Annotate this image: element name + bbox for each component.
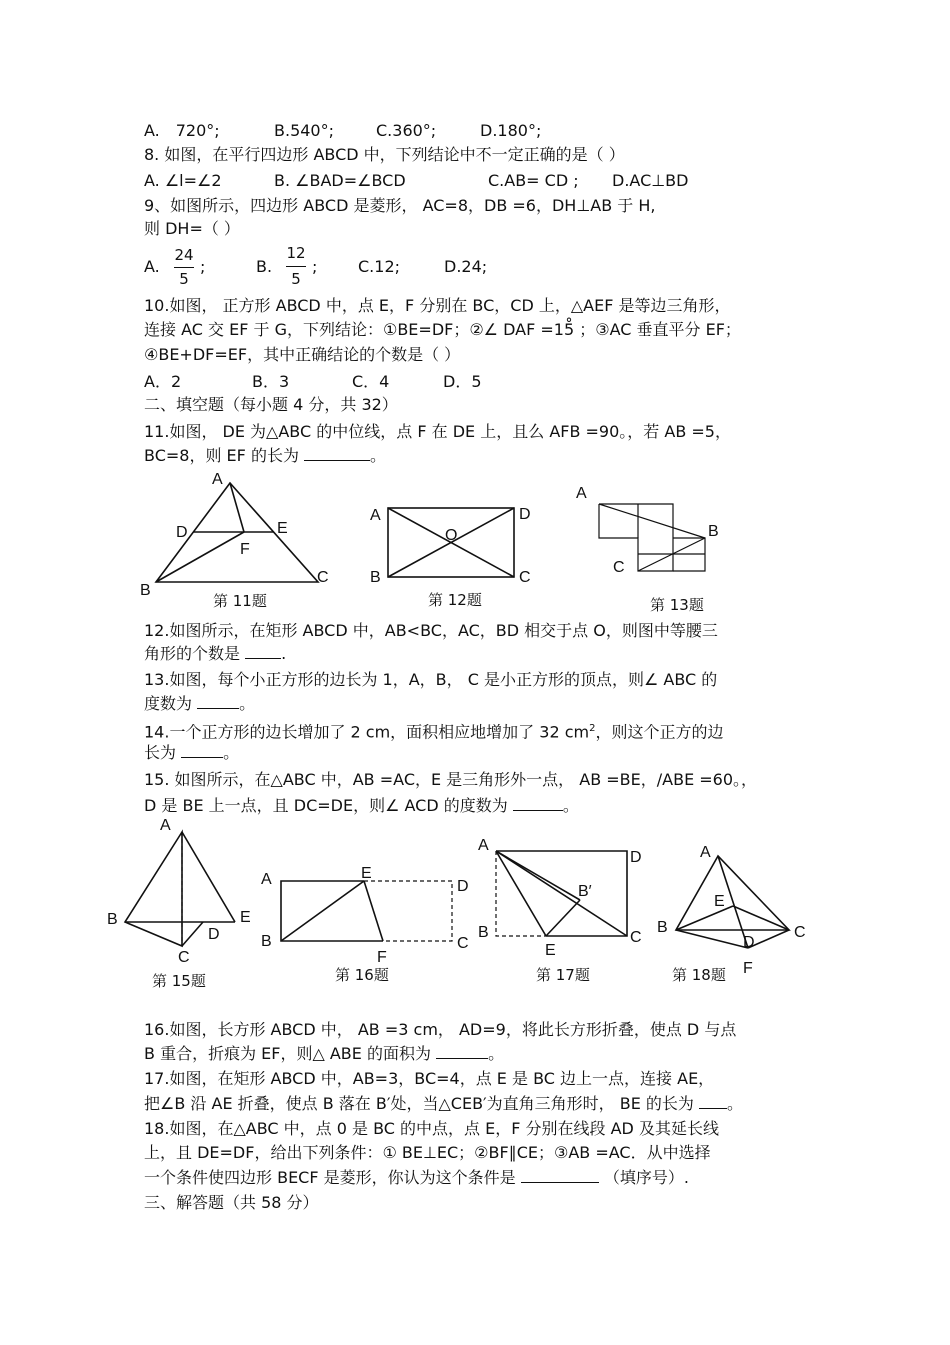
fig12-label-a: A bbox=[370, 507, 381, 524]
q10-option-b: B．3 bbox=[252, 372, 290, 391]
fig11-label-a: A bbox=[212, 471, 223, 488]
fig16-segment-be bbox=[281, 881, 364, 941]
fig16-label-a: A bbox=[261, 871, 272, 888]
fig13-caption: 第 13题 bbox=[650, 596, 704, 614]
fig11-caption: 第 11题 bbox=[213, 592, 267, 610]
fig18-segment-bf bbox=[676, 930, 748, 948]
q12-stem-text: 角形的个数是 bbox=[144, 644, 241, 663]
q7-option-b: B.540°; bbox=[274, 121, 334, 140]
fig15-label-b: B bbox=[107, 911, 118, 928]
fig18-caption: 第 18题 bbox=[672, 966, 726, 984]
fig16-label-b: B bbox=[261, 933, 272, 950]
q8-option-a: A. ∠l=∠2 bbox=[144, 171, 222, 190]
fig16-caption: 第 16题 bbox=[335, 966, 389, 984]
q15-stem-line1: 15. 如图所示，在△ABC 中，AB =AC，E 是三角形外一点， AB =BE，/ABE =60。， bbox=[144, 770, 758, 789]
figure-18 bbox=[657, 844, 806, 984]
fig16-label-e: E bbox=[361, 865, 372, 882]
fig12-label-c: C bbox=[519, 569, 531, 586]
q17-stem-line1: 17.如图，在矩形 ABCD 中，AB=3，BC=4，点 E 是 BC 边上一点，连接 AE， bbox=[144, 1069, 715, 1088]
q10-stem-line2: 连接 AC 交 EF 于 G，下列结论：①BE=DF；②∠ DAF =15̊ ；③AC 垂直平分 EF； bbox=[144, 320, 741, 339]
q7-option-d: D.180°; bbox=[480, 121, 542, 140]
fig15-caption: 第 15题 bbox=[152, 972, 206, 990]
fig16-crease-ef bbox=[364, 881, 383, 941]
q10-stem-line1: 10.如图， 正方形 ABCD 中，点 E，F 分别在 BC，CD 上，△AEF 是等边三角形， bbox=[144, 296, 731, 315]
q8-option-b: B. ∠BAD=∠BCD bbox=[274, 171, 406, 190]
q9-option-a-label: A. bbox=[144, 257, 160, 276]
q9-option-b-denominator: 5 bbox=[291, 270, 301, 288]
fig12-label-d: D bbox=[519, 506, 531, 523]
q9-option-b-label: B. bbox=[256, 257, 273, 276]
q9-option-c: C.12; bbox=[358, 257, 401, 276]
q18-stem-text-b: （填序号）. bbox=[603, 1168, 689, 1187]
fig11-label-e: E bbox=[277, 520, 288, 537]
fig17-segment-eb2 bbox=[546, 900, 580, 936]
fig18-label-e: E bbox=[714, 893, 725, 910]
fig13-label-c: C bbox=[613, 559, 625, 576]
q13-stem-text: 度数为 bbox=[144, 694, 193, 713]
q9-option-b-numerator: 12 bbox=[286, 244, 306, 262]
q9-stem-line2: 则 DH=（ ） bbox=[144, 219, 240, 238]
fig15-label-d: D bbox=[208, 926, 220, 943]
fig11-label-c: C bbox=[317, 569, 329, 586]
q9-option-a-denominator: 5 bbox=[179, 270, 189, 288]
q18-stem-line1: 18.如图，在△ABC 中，点 0 是 BC 的中点，点 E，F 分别在线段 AD 及其延长线 bbox=[144, 1119, 719, 1138]
q14-stem-text-c: 长为 bbox=[144, 743, 177, 762]
q10-option-d: D．5 bbox=[443, 372, 482, 391]
fig13-label-a: A bbox=[576, 485, 587, 502]
fig17-caption: 第 17题 bbox=[536, 966, 590, 984]
q9-option-b-suffix: ; bbox=[312, 257, 318, 276]
q14-stem-end: 。 bbox=[223, 743, 240, 762]
fig17-label-c: C bbox=[630, 929, 642, 946]
fig18-label-b: B bbox=[657, 919, 668, 936]
fig15-label-a: A bbox=[160, 817, 171, 834]
fig15-label-e: E bbox=[240, 909, 251, 926]
q8-stem: 8. 如图，在平行四边形 ABCD 中，下列结论中不一定正确的是（ ） bbox=[144, 145, 625, 164]
fig17-label-b: B bbox=[478, 924, 489, 941]
fig17-segment-ae bbox=[496, 851, 546, 936]
q17-stem-end: 。 bbox=[727, 1094, 744, 1113]
fig18-label-d: D bbox=[743, 934, 755, 951]
q17-stem-line2 bbox=[144, 1094, 743, 1114]
fig17-label-a: A bbox=[478, 837, 489, 854]
fig12-label-o: O bbox=[445, 527, 458, 544]
q7-option-a: A. 720°; bbox=[144, 121, 220, 140]
q8-option-d: D.AC⊥BD bbox=[612, 171, 689, 190]
fig18-label-f: F bbox=[743, 960, 753, 977]
q7-option-c: C.360°; bbox=[376, 121, 437, 140]
q9-option-d: D.24; bbox=[444, 257, 488, 276]
figure-16 bbox=[261, 865, 469, 984]
fig15-segment-cd bbox=[182, 922, 203, 946]
q18-stem-line3 bbox=[144, 1168, 689, 1188]
fig13-label-b: B bbox=[708, 523, 719, 540]
q13-stem-end: 。 bbox=[239, 694, 256, 713]
fig11-label-b: B bbox=[140, 582, 151, 599]
fig18-label-c: C bbox=[794, 924, 806, 941]
q14-superscript: 2 bbox=[589, 723, 596, 734]
fig16-label-f: F bbox=[377, 949, 387, 966]
fig18-triangle-abc bbox=[676, 856, 789, 930]
q15-stem-end: 。 bbox=[562, 796, 579, 815]
q13-stem-line1: 13.如图，每个小正方形的边长为 1，A，B， C 是小正方形的顶点，则∠ ABC 的 bbox=[144, 670, 718, 689]
fig17-label-b-prime: B′ bbox=[578, 883, 592, 900]
q16-stem-text: B 重合，折痕为 EF，则△ ABE 的面积为 bbox=[144, 1044, 431, 1063]
fig17-segment-ab2 bbox=[496, 851, 580, 900]
q18-stem-text-a: 一个条件使四边形 BECF 是菱形，你认为这个条件是 bbox=[144, 1168, 516, 1187]
q16-stem-end: 。 bbox=[488, 1044, 505, 1063]
fig15-face-left bbox=[125, 832, 182, 946]
q17-answer-blank bbox=[699, 1094, 727, 1109]
q18-answer-blank bbox=[521, 1168, 599, 1183]
q10-option-a: A．2 bbox=[144, 372, 182, 391]
q12-stem-line1: 12.如图所示，在矩形 ABCD 中，AB<BC，AC，BD 相交于点 O，则图中等腰三 bbox=[144, 621, 718, 640]
q12-stem-end: . bbox=[281, 644, 287, 663]
fig18-label-a: A bbox=[700, 844, 711, 861]
fig11-label-d: D bbox=[176, 524, 188, 541]
fig16-label-d: D bbox=[457, 878, 469, 895]
q11-stem-line1: 11.如图， DE 为△ABC 的中位线，点 F 在 DE 上，且么 AFB =90。，若 AB =5， bbox=[144, 422, 731, 441]
figure-15 bbox=[107, 817, 251, 990]
q10-option-c: C．4 bbox=[352, 372, 390, 391]
fig15-label-c: C bbox=[178, 949, 190, 966]
fig17-label-d: D bbox=[630, 849, 642, 866]
fig12-label-b: B bbox=[370, 569, 381, 586]
q9-option-a-numerator: 24 bbox=[174, 246, 194, 264]
q8-option-c: C.AB= CD ; bbox=[488, 171, 579, 190]
fig16-label-c: C bbox=[457, 935, 469, 952]
q11-stem-text: BC=8，则 EF 的长为 bbox=[144, 446, 299, 465]
q14-stem-text-a: 14.一个正方形的边长增加了 2 cm，面积相应地增加了 32 cm bbox=[144, 722, 590, 742]
q16-answer-blank bbox=[436, 1044, 488, 1059]
fig11-label-f: F bbox=[240, 541, 250, 558]
fig17-diagonal-ac bbox=[496, 851, 627, 936]
q18-stem-line2: 上，且 DE=DF，给出下列条件：① BE⊥EC；②BF∥CE；③AB =AC．从中选择 bbox=[144, 1143, 711, 1162]
q15-stem-text: D 是 BE 上一点，且 DC=DE，则∠ ACD 的度数为 bbox=[144, 796, 508, 815]
fig16-rect-dashed bbox=[364, 881, 452, 941]
section-2-heading: 二、填空题（每小题 4 分，共 32） bbox=[144, 395, 398, 414]
fig12-caption: 第 12题 bbox=[428, 591, 482, 609]
q9-option-a-suffix: ; bbox=[200, 257, 206, 276]
section-3-heading: 三、解答题（共 58 分） bbox=[144, 1193, 319, 1212]
figure-17 bbox=[478, 837, 642, 984]
q9-stem-line1: 9、如图所示，四边形 ABCD 是菱形， AC=8，DB =6，DH⊥AB 于 H, bbox=[144, 196, 656, 215]
q10-stem-line3: ④BE+DF=EF，其中正确结论的个数是（ ） bbox=[144, 345, 461, 364]
q17-stem-text: 把∠B 沿 AE 折叠，使点 B 落在 B′处，当△CEB′为直角三角形时， BE 的长为 bbox=[144, 1094, 694, 1113]
q14-stem-text-b: ，则这个正方的边 bbox=[595, 722, 724, 742]
fig17-label-e: E bbox=[545, 942, 556, 959]
q16-stem-line1: 16.如图，长方形 ABCD 中， AB =3 cm， AD=9，将此长方形折叠，使点 D 与点 bbox=[144, 1020, 737, 1039]
q16-stem-line2 bbox=[144, 1044, 504, 1064]
fig16-rect-solid bbox=[281, 881, 383, 941]
q11-stem-end: 。 bbox=[370, 446, 387, 465]
fig15-segment-ae bbox=[182, 832, 235, 922]
